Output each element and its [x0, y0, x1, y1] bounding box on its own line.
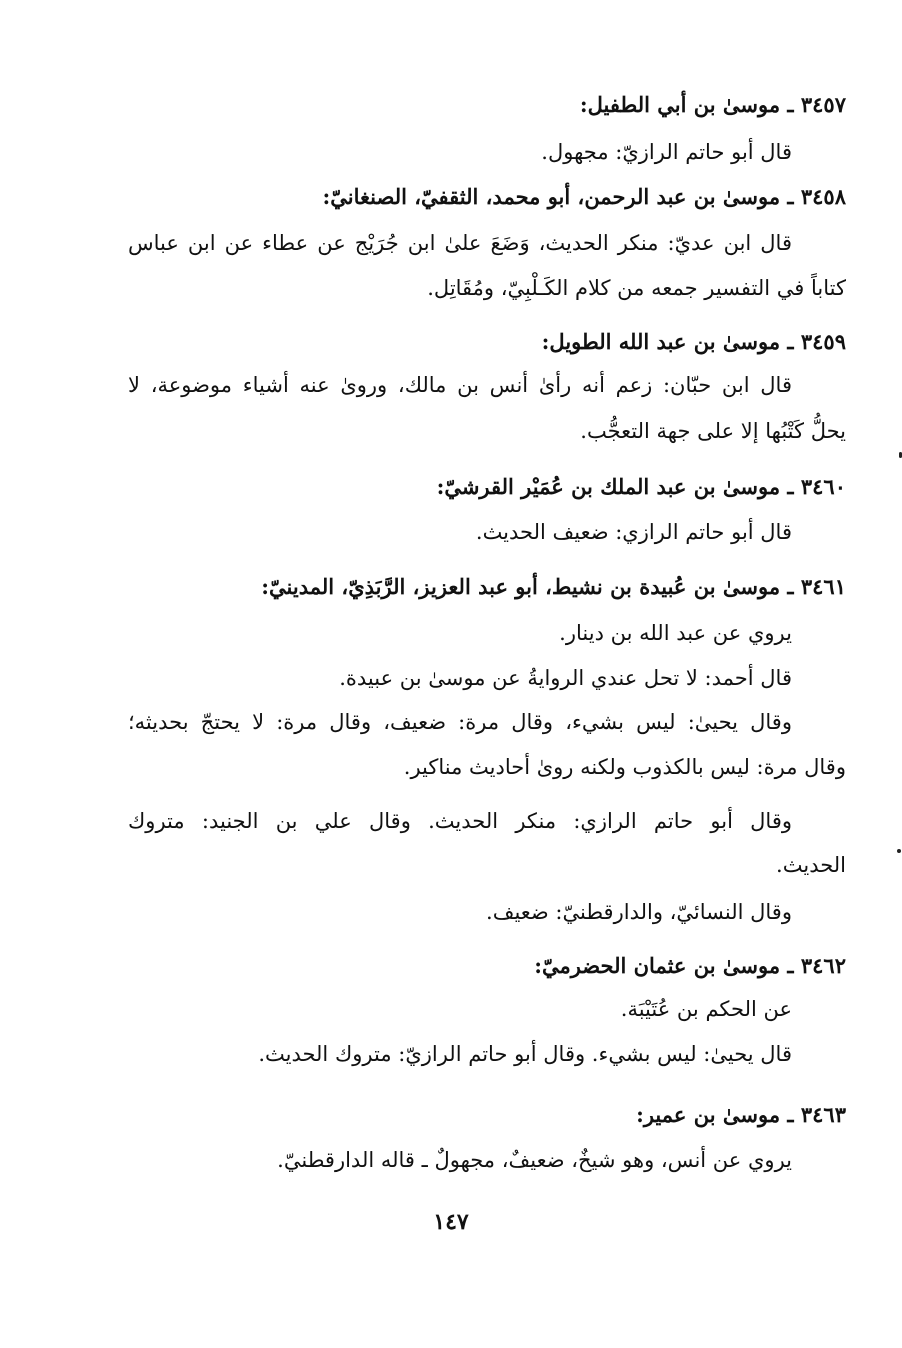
entry-heading-3462: ٣٤٦٢ ـ موسىٰ بن عثمان الحضرميّ: [534, 953, 846, 978]
entry-text-line: وقال أبو حاتم الرازي: منكر الحديث. وقال علي بن الجنيد: متروك [128, 809, 792, 833]
scan-mark [897, 849, 901, 853]
entry-heading-3459: ٣٤٥٩ ـ موسىٰ بن عبد الله الطويل: [541, 329, 846, 354]
entry-heading-3460: ٣٤٦٠ ـ موسىٰ بن عبد الملك بن عُمَيْر القرشيّ: [436, 474, 846, 499]
entry-text-line: قال أبو حاتم الرازيّ: مجهول. [541, 140, 792, 164]
entry-text-line: عن الحكم بن عُتَيْبَة. [620, 997, 792, 1021]
entry-heading-3457: ٣٤٥٧ ـ موسىٰ بن أبي الطفيل: [579, 92, 846, 117]
entry-text-line: وقال يحيىٰ: ليس بشيء، وقال مرة: ضعيف، وقال مرة: لا يحتجّ بحديثه؛ [128, 710, 792, 734]
entry-text-line: يروي عن أنس، وهو شيخٌ، ضعيفٌ، مجهولٌ ـ قاله الدارقطنيّ. [277, 1148, 792, 1172]
entry-text-line: وقال النسائيّ، والدارقطنيّ: ضعيف. [486, 900, 792, 924]
entry-text-line: كتاباً في التفسير جمعه من كلام الكَـلْبِيّ، ومُقَاتِل. [427, 276, 846, 300]
entry-text-line: الحديث. [776, 853, 846, 877]
entry-heading-3458: ٣٤٥٨ ـ موسىٰ بن عبد الرحمن، أبو محمد، الثقفيّ، الصنغانيّ: [322, 184, 846, 209]
entry-text-line: قال ابن عديّ: منكر الحديث، وَضَعَ علىٰ ابن جُرَيْج عن عطاء عن ابن عباس [128, 231, 792, 255]
entry-text-line: يحلُّ كَتْبُها إلا على جهة التعجُّب. [580, 419, 846, 443]
page-number: ١٤٧ [433, 1209, 469, 1235]
entry-text-line: قال ابن حبّان: زعم أنه رأىٰ أنس بن مالك، ورویٰ عنه أشياء موضوعة، لا [128, 373, 792, 397]
entry-text-line: قال أحمد: لا تحل عندي الروايةُ عن موسىٰ بن عبيدة. [339, 666, 792, 690]
entry-text-line: قال أبو حاتم الرازي: ضعيف الحديث. [475, 520, 792, 544]
entry-text-line: قال يحيىٰ: ليس بشيء. وقال أبو حاتم الرازيّ: متروك الحديث. [258, 1042, 792, 1066]
entry-heading-3461: ٣٤٦١ ـ موسىٰ بن عُبيدة بن نشيط، أبو عبد العزيز، الرَّبَذِيّ، المدينيّ: [261, 574, 846, 599]
entry-text-line: وقال مرة: ليس بالكذوب ولكنه رویٰ أحاديث مناكير. [403, 755, 846, 779]
entry-heading-3463: ٣٤٦٣ ـ موسىٰ بن عمير: [636, 1102, 846, 1127]
entry-text-line: يروي عن عبد الله بن دينار. [559, 621, 792, 645]
